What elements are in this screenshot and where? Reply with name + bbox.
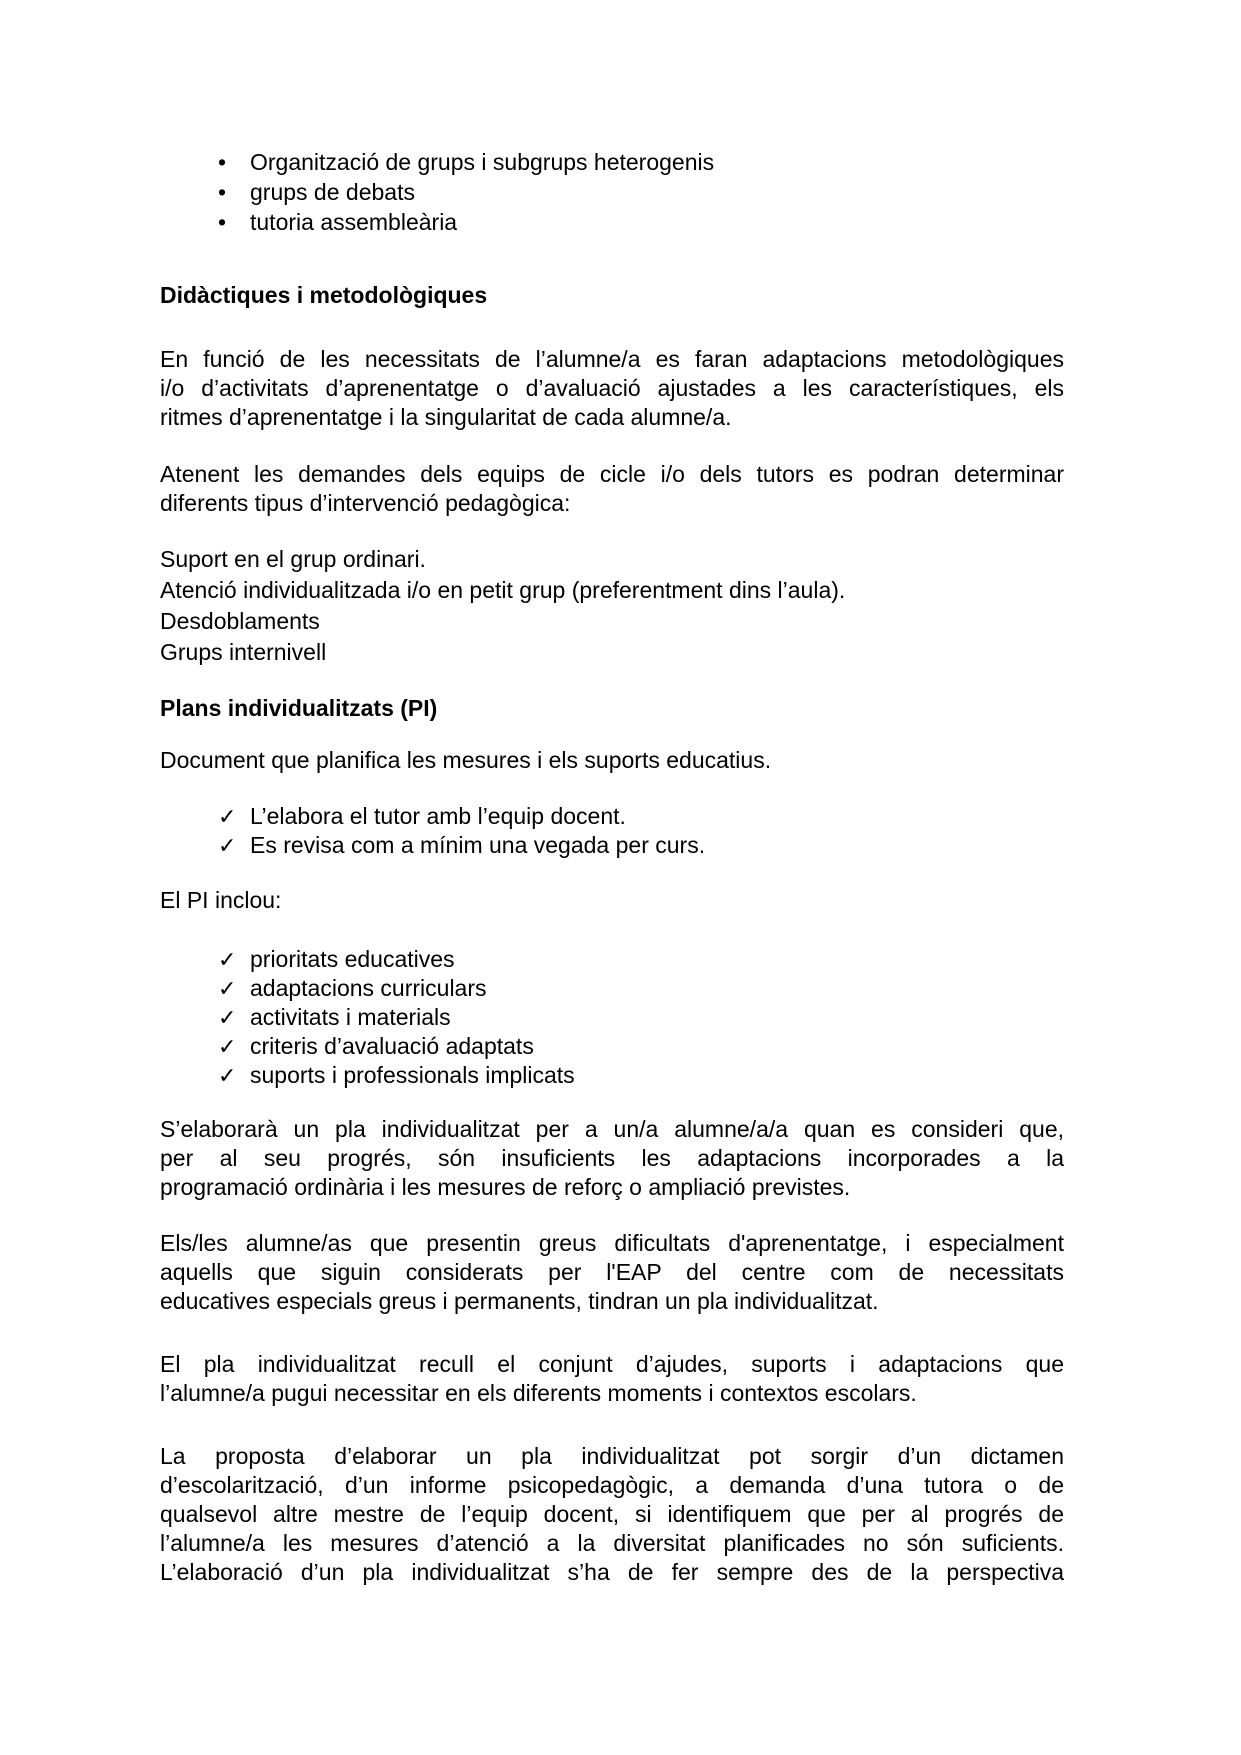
list-item-text: adaptacions curriculars [250, 975, 487, 1001]
text-line: El pla individualitzat recull el conjunt d’ajudes, suports i adaptacions que [160, 1351, 1064, 1377]
text-line: i/o d’activitats d’aprenentatge o d’avaluació ajustades a les característiques, els [160, 375, 1064, 401]
list-item-text: L’elabora el tutor amb l’equip docent. [250, 803, 626, 829]
list-item-text: activitats i materials [250, 1004, 451, 1030]
list-item-text: tutoria assembleària [250, 209, 458, 235]
paragraph-selaborara [160, 1115, 1064, 1202]
list-item [160, 1003, 1064, 1032]
list-item-text: suports i professionals implicats [250, 1062, 575, 1088]
intervention-types-list [160, 544, 1064, 668]
text-line: educatives especials greus i permanents, tindran un pla individualitzat. [160, 1288, 879, 1314]
text-line: S’elaborarà un pla individualitzat per a un/a alumne/a/a quan es consideri que, [160, 1116, 1064, 1142]
list-item [160, 974, 1064, 1003]
list-item-text: prioritats educatives [250, 946, 455, 972]
check-icon: ✓ [218, 947, 237, 972]
paragraph-el-pi-inclou: El PI inclou: [160, 887, 282, 913]
text-line: ritmes d’aprenentatge i la singularitat de cada alumne/a. [160, 404, 732, 430]
text-line: L’elaboració d’un pla individualitzat s’ha de fer sempre des de la perspectiva [160, 1559, 1064, 1585]
paragraph-el-pla-recull [160, 1350, 1064, 1408]
text-line: La proposta d’elaborar un pla individualitzat pot sorgir d’un dictamen [160, 1443, 1064, 1469]
list-item-text: Organització de grups i subgrups heterogenis [250, 149, 715, 175]
paragraph-document-planifica: Document que planifica les mesures i els suports educatius. [160, 747, 772, 773]
list-item-text: criteris d’avaluació adaptats [250, 1033, 534, 1059]
bullet-icon: • [218, 149, 227, 175]
section-heading-didactiques: Didàctiques i metodològiques [160, 282, 488, 308]
check-icon: ✓ [218, 1005, 237, 1030]
list-item [160, 147, 1064, 177]
list-item-text: Es revisa com a mínim una vegada per curs. [250, 832, 706, 858]
text-line: qualsevol altre mestre de l’equip docent, si identifiquem que per al progrés de [160, 1501, 1064, 1527]
list-item [160, 945, 1064, 974]
section-heading-plans-individualitzats: Plans individualitzats (PI) [160, 695, 438, 721]
check-icon: ✓ [218, 804, 237, 829]
list-item [160, 1061, 1064, 1090]
text-line: Els/les alumne/as que presentin greus dificultats d'aprenentatge, i especialment [160, 1230, 1064, 1256]
text-line: Atenció individualitzada i/o en petit grup (preferentment dins l’aula). [160, 577, 846, 603]
list-item [160, 1032, 1064, 1061]
text-line: aquells que siguin considerats per l'EAP del centre com de necessitats [160, 1259, 1064, 1285]
check-icon: ✓ [218, 833, 237, 858]
text-line: d’escolarització, d’un informe psicopedagògic, a demanda d’una tutora o de [160, 1472, 1064, 1498]
list-item [160, 177, 1064, 207]
check-list-pi-contents [160, 945, 1064, 1090]
text-line: Suport en el grup ordinari. [160, 546, 426, 572]
check-icon: ✓ [218, 1034, 237, 1059]
text-line: diferents tipus d’intervenció pedagògica: [160, 490, 571, 516]
text-line: Atenent les demandes dels equips de cicle i/o dels tutors es podran determinar [160, 461, 1064, 487]
text-line: l’alumne/a les mesures d’atenció a la diversitat planificades no són suficients. [160, 1530, 1064, 1556]
paragraph-la-proposta [160, 1442, 1064, 1587]
text-line: Desdoblaments [160, 608, 320, 634]
list-item [160, 802, 1064, 831]
intro-bullet-list [160, 147, 1064, 237]
text-line: programació ordinària i les mesures de reforç o ampliació previstes. [160, 1174, 851, 1200]
text-line: l’alumne/a pugui necessitar en els diferents moments i contextos escolars. [160, 1380, 917, 1406]
paragraph-els-les-alumnes [160, 1229, 1064, 1316]
bullet-icon: • [218, 179, 227, 205]
list-item-text: grups de debats [250, 179, 415, 205]
list-item [160, 207, 1064, 237]
paragraph-en-funcio [160, 345, 1064, 432]
paragraph-atenent [160, 460, 1064, 518]
text-line: Grups internivell [160, 639, 327, 665]
check-icon: ✓ [218, 976, 237, 1001]
check-icon: ✓ [218, 1063, 237, 1088]
text-line: En funció de les necessitats de l’alumne/a es faran adaptacions metodològiques [160, 346, 1064, 372]
list-item [160, 831, 1064, 860]
check-list-elaboracio [160, 802, 1064, 860]
text-line: per al seu progrés, són insuficients les adaptacions incorporades a la [160, 1145, 1064, 1171]
bullet-icon: • [218, 209, 227, 235]
